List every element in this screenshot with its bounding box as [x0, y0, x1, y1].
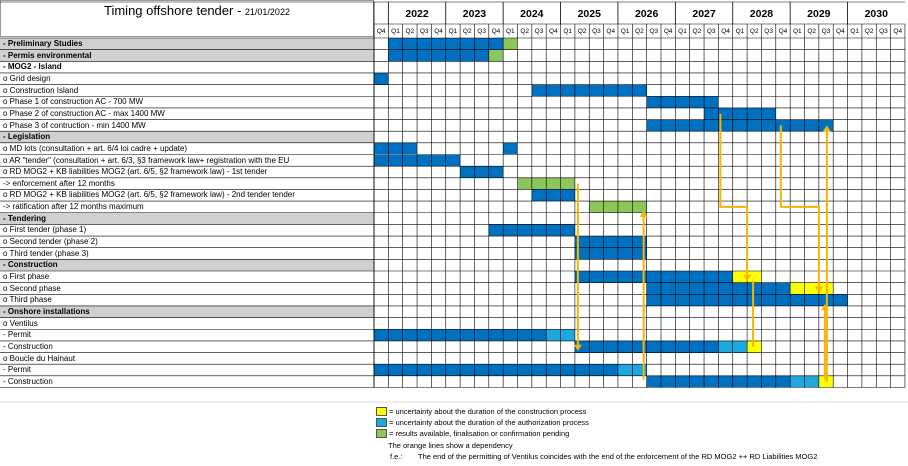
row-label: o MD lots (consultation + art. 6/4 loi cadre + update): [3, 143, 188, 153]
quarter-label: Q2: [635, 28, 644, 35]
quarter-label: Q1: [735, 28, 745, 35]
row-label: o Boucle du Hainaut: [3, 353, 76, 363]
quarter-label: Q4: [778, 28, 788, 35]
quarter-label: Q1: [448, 28, 458, 35]
row-label: -> ratification after 12 months maximum: [3, 202, 144, 212]
quarter-label: Q3: [534, 28, 544, 35]
quarter-label: Q2: [692, 28, 702, 35]
section-label: - Tendering: [3, 213, 46, 223]
section-label: - Legislation: [3, 132, 51, 142]
quarter-label: Q2: [749, 28, 759, 35]
quarter-label: Q2: [807, 28, 816, 35]
quarter-label: Q4: [893, 28, 903, 35]
year-label: 2029: [807, 8, 831, 20]
row-label: o Phase 1 of construction AC - 700 MW: [3, 97, 144, 107]
row-label: - Construction: [3, 341, 53, 351]
row-label: o Second tender (phase 2): [3, 237, 98, 247]
row-label: - MOG2 - Island: [3, 62, 62, 72]
quarter-label: Q4: [491, 28, 501, 35]
year-label: 2028: [749, 8, 774, 20]
row-label: o First tender (phase 1): [3, 225, 87, 235]
quarter-label: Q1: [792, 28, 802, 35]
quarter-label: Q4: [606, 28, 616, 35]
quarter-label: Q4: [549, 28, 558, 35]
dependency-line: [781, 125, 819, 288]
quarter-label: Q2: [577, 28, 587, 35]
section-label: - Construction: [3, 260, 58, 270]
row-label: o First phase: [3, 272, 50, 281]
row-label: - Construction: [3, 376, 53, 386]
quarter-label: Q2: [405, 28, 415, 35]
section-label: - Preliminary Studies: [3, 39, 83, 48]
row-label: o Grid design: [3, 73, 51, 83]
row-label: o Phase 2 of construction AC - max 1400 MW: [3, 108, 165, 118]
year-label: 2025: [577, 8, 601, 20]
row-label: o RD MOG2 + KB liabilities MOG2 (art. 6/5, §2 framework law) - 1st tender: [3, 167, 268, 177]
dependency-line: [720, 114, 747, 277]
row-label: o Construction Island: [3, 85, 79, 95]
row-label: o AR "tender" (consultation + art. 6/3, §3 framework law+ registration with the EU: [3, 155, 290, 165]
quarter-label: Q4: [434, 28, 443, 35]
legend-swatch-light_blue: [376, 418, 387, 427]
year-label: 2022: [405, 8, 429, 20]
year-label: 2030: [864, 8, 888, 20]
row-label: o RD MOG2 + KB liabilities MOG2 (art. 6/5, §2 framework law) - 2nd tender tender: [3, 190, 295, 200]
quarter-label: Q3: [764, 28, 773, 35]
quarter-label: Q4: [376, 28, 386, 35]
quarter-label: Q3: [419, 28, 429, 35]
quarter-label: Q3: [879, 28, 888, 35]
legend-text: = uncertainty about the duration of the authorization process: [389, 418, 589, 427]
legend-swatch-yellow: [376, 407, 387, 416]
quarter-label: Q2: [520, 28, 529, 35]
chart-title-text: Timing offshore tender -: [104, 3, 245, 18]
chart-date: 21/01/2022: [244, 7, 290, 17]
quarter-label: Q3: [821, 28, 831, 35]
row-label: o Third tender (phase 3): [3, 248, 89, 258]
row-label: o Phase 3 of contruction - min 1400 MW: [3, 120, 146, 130]
quarter-label: Q2: [864, 28, 874, 35]
quarter-label: Q1: [505, 28, 515, 35]
legend-example-text: The end of the permitting of Ventilus coincides with the end of the enforcement of the RD MOG2 ++ RD Liabilities MOG2: [418, 452, 818, 461]
quarter-label: Q1: [620, 28, 630, 35]
year-label: 2027: [692, 8, 716, 20]
legend-note: The orange lines show a dependency: [388, 441, 513, 450]
quarter-label: Q1: [391, 28, 400, 35]
year-label: 2024: [520, 8, 544, 20]
quarter-label: Q3: [477, 28, 486, 35]
legend-text: = uncertainty about the duration of the construction process: [389, 407, 587, 416]
section-label: - Onshore installations: [3, 306, 90, 316]
row-label: o Second phase: [3, 283, 61, 293]
legend-example-label: f.e.:: [390, 452, 403, 461]
year-label: 2023: [462, 8, 487, 20]
row-label: -> enforcement after 12 months: [3, 178, 115, 188]
year-label: 2026: [634, 8, 659, 20]
row-label: - Permit: [3, 365, 31, 375]
quarter-label: Q4: [663, 28, 673, 35]
quarter-label: Q2: [462, 28, 472, 35]
row-label: - Permit: [3, 330, 31, 340]
quarter-label: Q4: [721, 28, 730, 35]
dependency-arrow: [743, 275, 751, 281]
quarter-label: Q1: [678, 28, 687, 35]
quarter-label: Q1: [850, 28, 860, 35]
legend-text: = results available, finalisation or confirmation pending: [389, 429, 570, 438]
legend-swatch-green: [376, 429, 387, 438]
dependency-arrow: [823, 125, 831, 131]
quarter-label: Q3: [649, 28, 659, 35]
row-label: o Ventilus: [3, 318, 38, 328]
quarter-label: Q4: [836, 28, 845, 35]
quarter-label: Q3: [592, 28, 601, 35]
dependency-arrow: [815, 286, 823, 292]
quarter-label: Q3: [706, 28, 716, 35]
row-label: o Third phase: [3, 295, 52, 305]
quarter-label: Q1: [563, 28, 573, 35]
section-label: - Permis environmental: [3, 50, 92, 60]
